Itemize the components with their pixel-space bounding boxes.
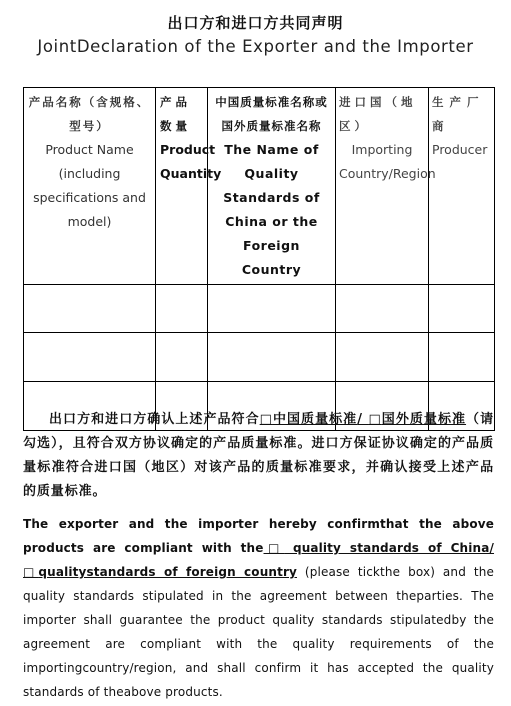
header-product-quantity-cn: 产品数量 [160,95,191,133]
header-product-name-en: Product Name (including specifications and model) [33,142,146,229]
header-quality-standard-cn: 中国质量标准名称或国外质量标准名称 [215,95,328,133]
header-product-quantity [156,88,222,285]
table-cell[interactable] [429,285,495,333]
header-producer-cn: 生产厂商 [432,95,485,133]
table-cell[interactable] [336,333,429,382]
statement-en-intro: The exporter and the importer hereby confirmthat the above products are compliant with the [23,517,494,555]
table-cell[interactable] [24,333,156,382]
header-producer-en: Producer [432,142,488,157]
checkbox-foreign-standard-en[interactable]: □ [23,565,39,579]
table-cell[interactable] [429,333,495,382]
option-china-standard-cn: 中国质量标准 [272,412,358,427]
statement-chinese [23,408,494,504]
header-product-name-cn: 产品名称（含规格、型号） [28,95,151,133]
declaration-table [23,87,495,431]
checkbox-china-standard-cn[interactable]: □ [259,412,273,427]
option-separator-en: / [489,541,495,555]
header-producer [429,88,495,285]
statement-cn-intro: 出口方和进口方确认上述产品符合 [49,412,260,427]
table-cell[interactable] [208,285,336,333]
table-cell[interactable] [336,285,429,333]
checkbox-china-standard-en[interactable]: □ [263,541,285,555]
statement-cn-rest: （请勾选），且符合双方协议确定的产品质量标准。进口方保证协议确定的产品质量标准符合进口国（地区）对该产品的质量标准要求，并确认接受上述产品的质量标准。 [23,412,494,499]
table-cell[interactable] [156,285,208,333]
header-quality-standard-en: The Name of Quality Standards of China or the Foreign Country [223,142,320,277]
header-importing-country [336,88,436,285]
table-cell[interactable] [208,333,336,382]
table-cell[interactable] [24,285,156,333]
header-product-name [24,88,156,285]
statement-en-rest: (please tickthe box) and the quality standards stipulated in the agreement between theparties. The importer shall guarantee the product quality standards stipulatedby the agreement are compliant with the quality requirements of the importingcountry/region, and shall confirm it has accepted the quality standards of theabove products. [23,565,494,699]
header-quality-standard [208,88,336,285]
header-importing-country-en: Importing Country/Region [339,142,436,181]
title-english: JointDeclaration of the Exporter and the Importer [37,37,474,56]
option-foreign-standard-en: qualitystandards of foreign country [38,565,298,579]
option-separator-cn: / [357,412,369,427]
checkbox-foreign-standard-cn[interactable]: □ [368,412,382,427]
table-cell[interactable] [156,333,208,382]
header-product-quantity-en: Product Quantity [160,142,222,181]
table-row [24,333,495,382]
table-header-row [24,88,495,285]
header-importing-country-cn: 进口国（地区） [339,95,417,133]
statement-english [23,512,494,704]
title-chinese: 出口方和进口方共同声明 [167,14,344,32]
option-china-standard-en: quality standards of China [284,541,490,555]
standard-options-cn [260,412,466,427]
table-row [24,285,495,333]
option-foreign-standard-cn: 国外质量标准 [381,412,467,427]
